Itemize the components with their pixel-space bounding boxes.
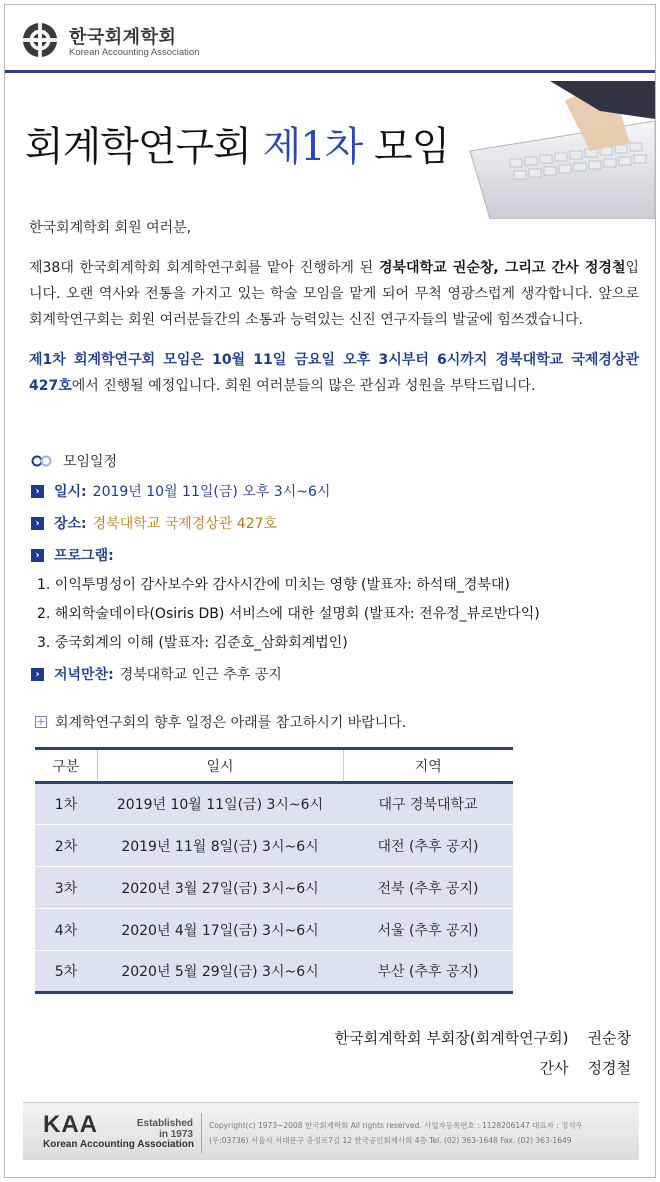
place-label: 장소: (54, 516, 87, 532)
hero-banner (5, 77, 655, 222)
meeting-highlight: 제1차 회계학연구회 모임은 10월 11일 금요일 오후 3시부터 6시까지 경북대학교 국제경상관 427호 (29, 352, 639, 394)
dinner-label: 저녁만찬: (54, 667, 114, 683)
title-prefix: 회계학연구회 (25, 124, 263, 170)
table-row (35, 909, 513, 951)
signature-role: 간사 (539, 1059, 569, 1077)
table-cell: 대전 (추후 공지) (343, 825, 513, 867)
upcoming-note-text: 회계학연구회의 향후 일정은 아래를 참고하시기 바랍니다. (55, 715, 407, 731)
table-cell: 2019년 11월 8일(금) 3시~6시 (97, 825, 343, 867)
program-item: 1. 이익투명성이 감사보수와 감사시간에 미치는 영향 (발표자: 하석태_경북대) (37, 577, 510, 593)
footer-address: (우:03736) 서울시 서대문구 충정로7길 12 한국공인회계사회 4층 Tel. (02) 363-1648 Fax. (02) 363-1649 (209, 1136, 572, 1145)
signature-org: 한국회계학회 부회장(회계학연구회) (334, 1029, 569, 1047)
plus-box-icon: + (36, 715, 46, 728)
future-schedule-table (35, 747, 513, 994)
greeting: 한국회계학회 회원 여러분, (29, 220, 192, 236)
letter-body (29, 215, 639, 413)
chevron-right-icon: › (31, 668, 44, 681)
upcoming-note (35, 712, 406, 732)
kaa-logo-icon (21, 21, 59, 59)
column-header: 지역 (343, 749, 513, 783)
laptop-illustration-icon (430, 81, 655, 219)
schedule-dinner-row (31, 658, 641, 690)
table-cell: 전북 (추후 공지) (343, 867, 513, 909)
footer-logo-full-name: Korean Accounting Association (43, 1139, 194, 1150)
table-cell: 2020년 4월 17일(금) 3시~6시 (97, 909, 343, 951)
chevron-right-icon: › (31, 517, 44, 530)
schedule-place-row (31, 507, 641, 539)
intro-text-c: 입니다. 오랜 역사와 전통을 가지고 있는 학술 모임을 맡게 되어 무척 영광스럽게 생각합니다. 앞으로 회계학연구회는 회원 여러분들간의 소통과 능력있는 신진 연구자들의 발굴에 힘쓰겠습니다. (29, 260, 640, 328)
logo-english-name: Korean Accounting Association (69, 47, 200, 58)
footer-copyright: Copyright(c) 1973~2008 한국회계학회 All rights reserved. 사업자등록번호 : 1128206147 대표자 : 정석우 (209, 1121, 583, 1130)
table-row (35, 867, 513, 909)
table-cell: 3차 (35, 867, 97, 909)
newsletter-frame (4, 4, 656, 1178)
page-title (25, 115, 449, 172)
footer (23, 1102, 639, 1160)
signature-line-2 (335, 1053, 631, 1083)
table-row (35, 825, 513, 867)
column-header: 일시 (97, 749, 343, 783)
schedule-heading-text: 모임일정 (63, 454, 118, 470)
chevron-right-icon: › (31, 549, 44, 562)
schedule-program-row (31, 539, 641, 571)
table-row (35, 783, 513, 825)
table-cell: 2차 (35, 825, 97, 867)
signature-name: 권순창 (587, 1029, 631, 1047)
table-cell: 2020년 5월 29일(금) 3시~6시 (97, 951, 343, 993)
intro-paragraph (29, 255, 639, 333)
intro-text-a: 제38대 한국회계학회 회계학연구회를 맡아 진행하게 된 (29, 260, 379, 276)
signature-block (335, 1023, 631, 1083)
chevron-right-icon: › (31, 485, 44, 498)
footer-divider (201, 1113, 202, 1153)
schedule-heading (31, 447, 641, 475)
header (5, 5, 655, 73)
signature-name: 정경철 (587, 1059, 631, 1077)
table-cell: 서울 (추후 공지) (343, 909, 513, 951)
table-cell: 대구 경북대학교 (343, 783, 513, 825)
meeting-text: 에서 진행될 예정입니다. 회원 여러분들의 많은 관심과 성원을 부탁드립니다. (71, 378, 536, 394)
table-cell: 1차 (35, 783, 97, 825)
logo-korean-name: 한국회계학회 (69, 27, 177, 48)
table-cell: 2019년 10월 11일(금) 3시~6시 (97, 783, 343, 825)
meeting-schedule (31, 447, 641, 690)
footer-established (133, 1118, 193, 1140)
established-year: in 1973 (159, 1129, 193, 1140)
title-accent: 제1차 (262, 124, 363, 170)
table-cell: 5차 (35, 951, 97, 993)
column-header: 구분 (35, 749, 97, 783)
table-cell: 2020년 3월 27일(금) 3시~6시 (97, 867, 343, 909)
table-cell: 부산 (추후 공지) (343, 951, 513, 993)
program-item: 2. 해외학술데이타(Osiris DB) 서비스에 대한 설명회 (발표자: 전유정_뷰로반다익) (37, 606, 540, 622)
table-cell: 4차 (35, 909, 97, 951)
schedule-date-row (31, 475, 641, 507)
program-item: 3. 중국회계의 이해 (발표자: 김준호_삼화회계법인) (37, 635, 348, 651)
table-header-row (35, 749, 513, 783)
signature-line-1 (335, 1023, 631, 1053)
table-row (35, 951, 513, 993)
dinner-value: 경북대학교 인근 추후 공지 (119, 667, 282, 683)
title-suffix: 모임 (362, 124, 450, 170)
footer-logo: KAA (43, 1111, 98, 1138)
program-label: 프로그램: (54, 548, 114, 564)
date-label: 일시: (54, 484, 87, 500)
place-value: 경북대학교 국제경상관 427호 (92, 516, 278, 532)
meeting-paragraph (29, 347, 639, 399)
date-value: 2019년 10월 11일(금) 오후 3시~6시 (92, 484, 331, 500)
double-circle-icon (31, 455, 53, 467)
established-text: Established (136, 1118, 193, 1129)
intro-organizers: 경북대학교 권순창, 그리고 간사 정경철 (378, 260, 626, 276)
